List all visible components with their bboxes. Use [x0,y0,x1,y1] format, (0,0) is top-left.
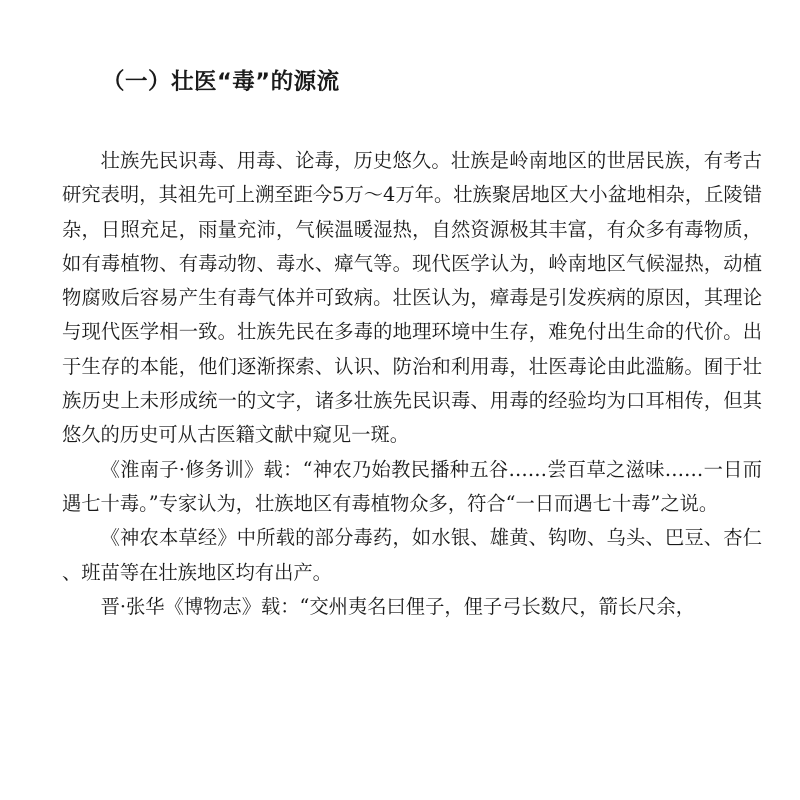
paragraph-1: 壮族先民识毒、用毒、论毒，历史悠久。壮族是岭南地区的世居民族，有考古研究表明，其祖先可上溯至距今5万～4万年。壮族聚居地区大小盆地相杂，丘陵错杂，日照充足，雨量充沛，气候温暖湿热，自然资源极其丰富，有众多有毒物质，如有毒植物、有毒动物、毒水、瘴气等。现代医学认为，岭南地区气候湿热，动植物腐败后容易产生有毒气体并可致病。壮医认为，瘴毒是引发疾病的原因，其理论与现代医学相一致。壮族先民在多毒的地理环境中生存，难免付出生命的代价。出于生存的本能，他们逐渐探索、认识、防治和利用毒，壮医毒论由此滥觞。囿于壮族历史上未形成统一的文字，诸多壮族先民识毒、用毒的经验均为口耳相传，但其悠久的历史可从古医籍文献中窥见一斑。 [62,149,762,447]
paragraph-4: 晋·张华《博物志》载：“交州夷名曰俚子，俚子弓长数尺，箭长尺余， [100,594,696,618]
paragraph-2: 《淮南子·修务训》载：“神农乃始教民播种五谷……尝百草之滋味……一日而遇七十毒。”专家认为，壮族地区有毒植物众多，符合“一日而遇七十毒”之说。 [62,457,762,515]
section-title: （一）壮医“毒”的源流 [102,69,340,95]
paragraph-3: 《神农本草经》中所载的部分毒药，如水银、雄黄、钩吻、乌头、巴豆、杏仁、班苗等在壮族地区均有出产。 [62,526,762,584]
body-text [62,144,762,624]
